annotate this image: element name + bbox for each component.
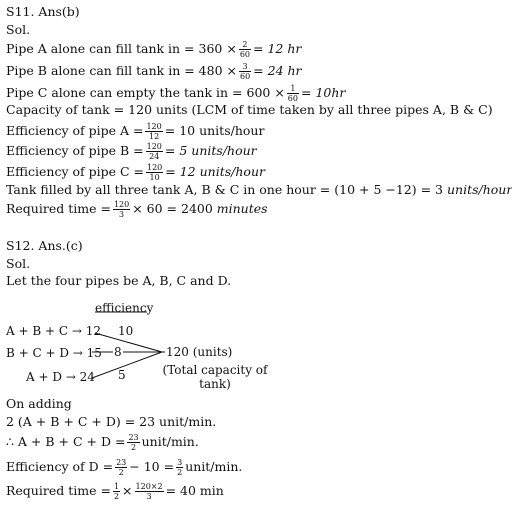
fraction: $\frac{120}{3}$ [113, 200, 130, 219]
fraction: $\frac{120}{10}$ [147, 163, 163, 182]
s12-intro: Let the four pipes be A, B, C and D. [6, 273, 232, 288]
diagram-note-line-2: tank) [199, 377, 231, 391]
s11-eff-b: Efficiency of pipe B = $\frac{120}{24}$ = 5 units/hour [6, 142, 257, 161]
fraction: $\frac{2}{60}$ [239, 40, 250, 59]
connector-line-3 [92, 352, 162, 378]
s12-eq4: Required time = $\frac{1}{2}$ × $\frac{120\times 2}{3}$ = 40 min [6, 482, 224, 501]
fraction: $\frac{120}{12}$ [146, 122, 162, 141]
s12-eq2: ∴ A + B + C + D = $\frac{23}{2}$ unit/min. [6, 433, 199, 452]
fraction: $\frac{23}{2}$ [128, 433, 139, 452]
s11-heading: S11. Ans(b) [6, 4, 80, 19]
s11-pipe-c: Pipe C alone can empty the tank in = 600 × $\frac{1}{60}$ = 10hr [6, 84, 346, 103]
fraction: $\frac{23}{2}$ [116, 458, 127, 477]
s11-filled: Tank filled by all three tank A, B & C in one hour = (10 + 5 −12) = 3 units/hour [6, 182, 512, 197]
efficiency-header: efficiency [95, 301, 154, 315]
s11-pipe-a: Pipe A alone can fill tank in = 360 × $\frac{2}{60}$ = 12 hr [6, 40, 302, 59]
fraction: $\frac{1}{2}$ [113, 482, 120, 501]
fraction: $\frac{3}{2}$ [177, 458, 183, 477]
s11-required: Required time = $\frac{120}{3}$ × 60 = 2400 minutes [6, 200, 268, 219]
s11-eff-a: Efficiency of pipe A = $\frac{120}{12}$ = 10 units/hour [6, 122, 265, 141]
fraction: $\frac{120\times 2}{3}$ [135, 482, 163, 501]
diagram-row-2: B + C + D → 15 [6, 346, 102, 360]
s12-sol: Sol. [6, 256, 31, 271]
s12-eq1: 2 (A + B + C + D) = 23 unit/min. [6, 414, 217, 429]
s12-on-adding: On adding [6, 396, 72, 411]
diagram-value-3: 5 [118, 368, 126, 382]
diagram-note-line-1: (Total capacity of [162, 363, 268, 377]
s11-sol: Sol. [6, 22, 31, 37]
s11-pipe-b: Pipe B alone can fill tank in = 480 × $\frac{3}{60}$ = 24 hr [6, 62, 302, 81]
fraction: $\frac{1}{60}$ [287, 84, 298, 103]
diagram-value-2: 8 [114, 345, 122, 359]
diagram-row-3: A + D → 24 [26, 370, 95, 384]
s12-heading: S12. Ans.(c) [6, 238, 83, 253]
s11-eff-c: Efficiency of pipe C = $\frac{120}{10}$ = 12 units/hour [6, 163, 265, 182]
fraction: $\frac{120}{24}$ [146, 142, 162, 161]
diagram-total: 120 (units) [166, 345, 233, 359]
fraction: $\frac{3}{60}$ [239, 62, 251, 81]
s11-capacity: Capacity of tank = 120 units (LCM of time taken by all three pipes A, B & C) [6, 102, 493, 117]
s12-eq3: Efficiency of D = $\frac{23}{2}$ − 10 = $\frac{3}{2}$ unit/min. [6, 458, 243, 477]
diagram-value-1: 10 [118, 324, 134, 338]
diagram-row-1: A + B + C → 12 [6, 324, 101, 338]
